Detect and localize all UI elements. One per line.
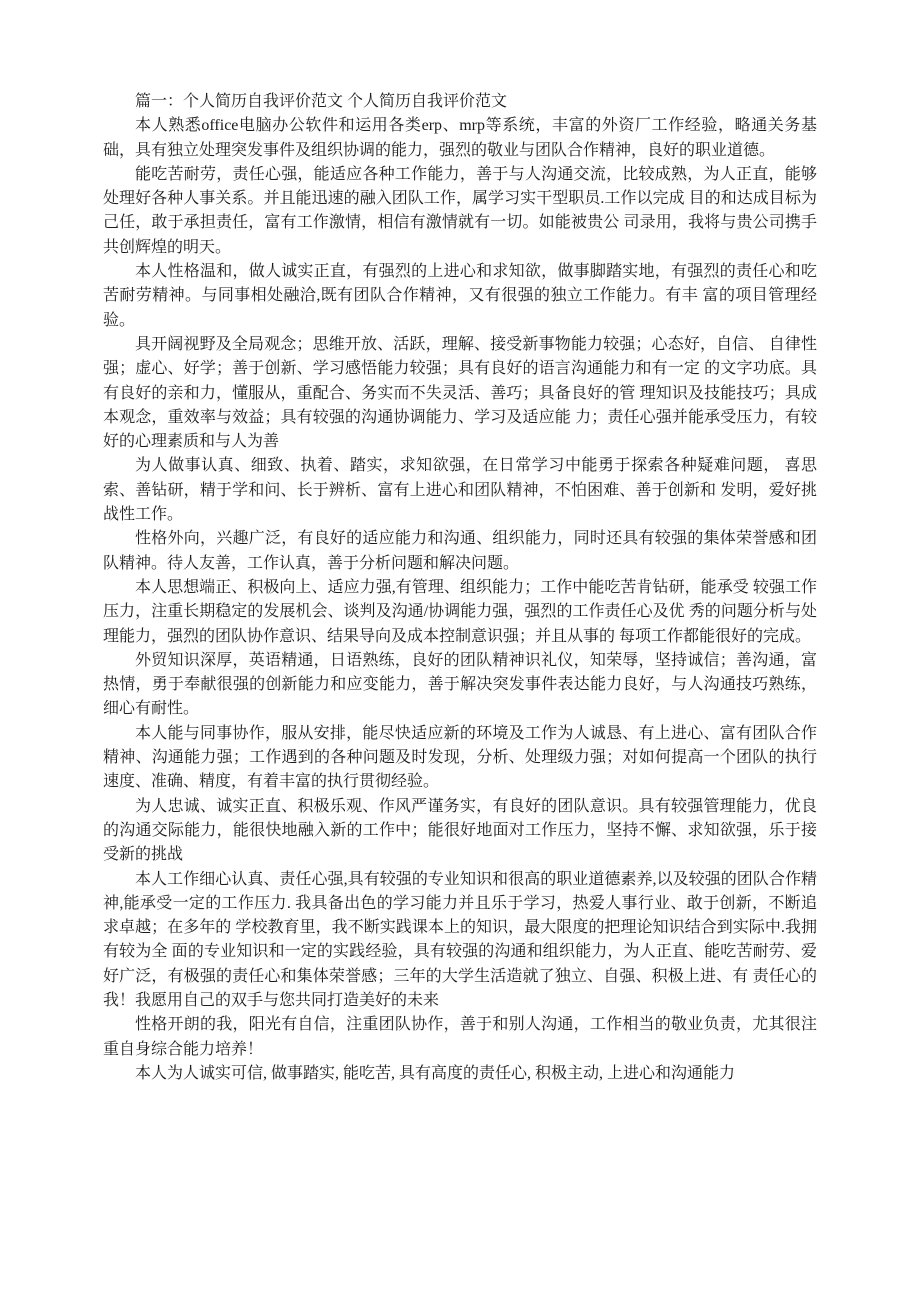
paragraph: 为人做事认真、细致、执着、踏实，求知欲强，在日常学习中能勇于探索各种疑难问题， 喜思索、善钻研，精于学和问、长于辨析、富有上进心和团队精神，不怕困难、善于创新和 发明，爱好挑战性工作。 <box>103 457 817 524</box>
paragraph: 本人思想端正、积极向上、适应力强,有管理、组织能力；工作中能吃苦肯钻研，能承受 较强工作压力，注重长期稳定的发展机会、谈判及沟通/协调能力强，强烈的工作责任心及优 秀的问题分析与处理能力，强烈的团队协作意识、结果导向及成本控制意识强；并且从事的 每项工作都能很好的完成。 <box>103 578 817 645</box>
paragraph: 本人工作细心认真、责任心强,具有较强的专业知识和很高的职业道德素养,以及较强的团队合作精神,能承受一定的工作压力. 我具备出色的学习能力并且乐于学习，热爱人事行业、敢于创新，不断追求卓越；在多年的 学校教育里，我不断实践课本上的知识，最大限度的把理论知识结合到实际中.我拥有较为全 面的专业知识和一定的实践经验，具有较强的沟通和组织能力，为人正直、能吃苦耐劳、爱 好广泛，有极强的责任心和集体荣誉感；三年的大学生活造就了独立、自强、积极上进、有 责任心的我！我愿用自己的双手与您共同打造美好的未来 <box>103 870 817 1009</box>
paragraph: 为人忠诚、诚实正直、积极乐观、作风严谨务实，有良好的团队意识。具有较强管理能力，优良的沟通交际能力，能很快地融入新的工作中；能很好地面对工作压力，坚持不懈、求知欲强，乐于接受新的挑战 <box>103 797 817 864</box>
document-body <box>103 90 817 1086</box>
paragraph: 具开阔视野及全局观念；思维开放、活跃，理解、接受新事物能力较强；心态好，自信、 自律性强；虚心、好学；善于创新、学习感悟能力较强；具有良好的语言沟通能力和有一定 的文字功底。具有良好的亲和力，懂服从，重配合、务实而不失灵活、善巧；具备良好的管 理知识及技能技巧；具成本观念，重效率与效益；具有较强的沟通协调能力、学习及适应能 力；责任心强并能承受压力，有较好的心理素质和与人为善 <box>103 335 817 451</box>
paragraph: 本人熟悉office电脑办公软件和运用各类erp、mrp等系统，丰富的外资厂工作经验，略通关务基础，具有独立处理突发事件及组织协调的能力，强烈的敬业与团队合作精神，良好的职业道德。 <box>103 117 817 159</box>
paragraph: 本人为人诚实可信, 做事踏实, 能吃苦, 具有高度的责任心, 积极主动, 上进心和沟通能力 <box>135 1064 736 1082</box>
paragraph: 本人能与同事协作，服从安排，能尽快适应新的环境及工作为人诚恳、有上进心、富有团队合作精神、沟通能力强；工作遇到的各种问题及时发现，分析、处理级力强；对如何提高一个团队的执行速度、准确、精度，有着丰富的执行贯彻经验。 <box>103 724 817 791</box>
paragraph: 外贸知识深厚，英语精通，日语熟练，良好的团队精神识礼仪，知荣辱，坚持诚信；善沟通，富热情，勇于奉献很强的创新能力和应变能力，善于解决突发事件表达能力良好，与人沟通技巧熟练，细心有耐性。 <box>103 651 817 718</box>
paragraph: 能吃苦耐劳，责任心强，能适应各种工作能力，善于与人沟通交流，比较成熟，为人正直，能够处理好各种人事关系。并且能迅速的融入团队工作，属学习实干型职员.工作以完成 目的和达成目标为己任，敢于承担责任，富有工作激情，相信有激情就有一切。如能被贵公 司录用，我将与贵公司携手共创辉煌的明天。 <box>103 165 817 256</box>
paragraph: 性格开朗的我，阳光有自信，注重团队协作，善于和别人沟通，工作相当的敬业负责，尤其很注重自身综合能力培养！ <box>103 1016 817 1058</box>
paragraph: 性格外向，兴趣广泛，有良好的适应能力和沟通、组织能力，同时还具有较强的集体荣誉感和团队精神。待人友善，工作认真，善于分析问题和解决问题。 <box>103 530 817 572</box>
paragraph: 本人性格温和，做人诚实正直，有强烈的上进心和求知欲，做事脚踏实地，有强烈的责任心和吃苦耐劳精神。与同事相处融洽,既有团队合作精神，又有很强的独立工作能力。有丰 富的项目管理经验。 <box>103 263 817 329</box>
document-title-line: 篇一：个人简历自我评价范文 个人简历自我评价范文 <box>135 93 508 110</box>
